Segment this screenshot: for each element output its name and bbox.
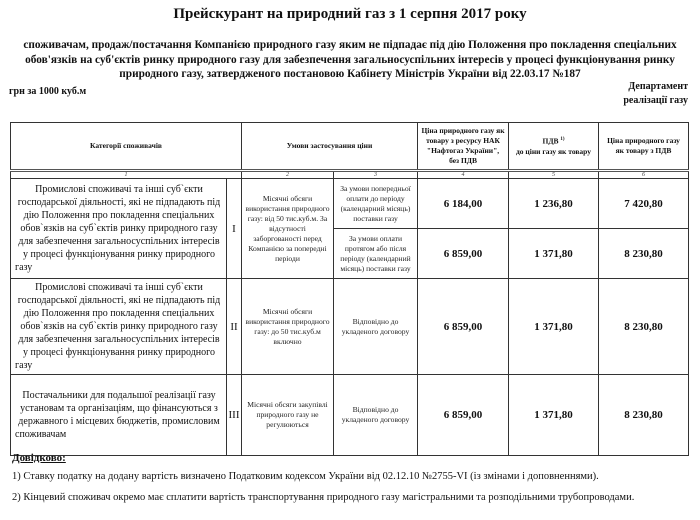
category-cell: Промислові споживачі та інші суб`єкти господарської діяльності, які не підпадають під дію Положення про покладення спеціальних обов`язків на суб`єктів ринку природного газу для забезпечення загальносуспільних інтересів у процесі функціонування ринку природного газу	[11, 179, 227, 279]
notes-section	[12, 452, 634, 513]
vat-amount: 1 371,80	[509, 229, 599, 279]
column-number: 6	[599, 171, 689, 179]
department-line-2: реалізації газу	[623, 95, 688, 106]
note-item: 2) Кінцевий споживач окремо має сплатити вартість транспортування природного газу магістральними та розподільними трубопроводами.	[12, 492, 635, 503]
group-number: III	[227, 375, 242, 456]
price-no-vat: 6 184,00	[418, 179, 509, 229]
volume-condition: Місячні обсяги використання природного газу: до 50 тис.куб.м включно	[242, 279, 334, 375]
volume-condition: Місячні обсяги закупівлі природного газу не регулюються	[242, 375, 334, 456]
group-number: II	[227, 279, 242, 375]
price-no-vat: 6 859,00	[418, 279, 509, 375]
group-number: I	[227, 179, 242, 279]
table-row	[11, 279, 689, 375]
department-label	[623, 80, 688, 108]
header-vat	[509, 123, 599, 171]
price-no-vat: 6 859,00	[418, 229, 509, 279]
note-item: 1) Ставку податку на додану вартість визначено Податковим кодексом України від 02.12.10 №2755-VI (із змінами і доповненнями).	[12, 471, 599, 482]
notes-title: Довідково:	[12, 452, 66, 464]
column-number: 4	[418, 171, 509, 179]
vat-amount: 1 371,80	[509, 375, 599, 456]
payment-condition: За умови попередньої оплати до періоду (календарний місяць) поставки газу	[334, 179, 418, 229]
column-number: 2	[242, 171, 334, 179]
price-with-vat: 8 230,80	[599, 279, 689, 375]
column-number-row	[11, 171, 689, 179]
price-no-vat: 6 859,00	[418, 375, 509, 456]
header-price-no-vat: Ціна природного газу як товару з ресурсу НАК "Нафтогаз України", без ПДВ	[418, 123, 509, 171]
payment-condition: Відповідно до укладеного договору	[334, 279, 418, 375]
volume-condition: Місячні обсяги використання природного газу: від 50 тис.куб.м. За відсутності заборгованості перед Компанією за попередні періоди	[242, 179, 334, 279]
vat-label: ПДВ	[542, 136, 559, 146]
vat-footnote-mark: 1)	[560, 137, 565, 143]
price-with-vat: 7 420,80	[599, 179, 689, 229]
category-cell: Постачальники для подальшої реалізації газу установам та організаціям, що фінансуються з державного і місцевих бюджетів, промисловим споживачам	[11, 375, 227, 456]
column-number: 3	[334, 171, 418, 179]
price-with-vat: 8 230,80	[599, 375, 689, 456]
price-table	[10, 122, 689, 456]
category-cell: Промислові споживачі та інші суб`єкти господарської діяльності, які не підпадають під дію Положення про покладення спеціальних обов`язків на суб`єктів ринку природного газу для забезпечення загальносуспільних інтересів у процесі функціонування ринку природного газу	[11, 279, 227, 375]
price-with-vat: 8 230,80	[599, 229, 689, 279]
document-title: Прейскурант на природний газ з 1 серпня 2017 року	[173, 6, 527, 22]
header-category: Категорії споживачів	[11, 123, 242, 171]
department-line-1: Департамент	[628, 81, 688, 92]
payment-condition: Відповідно до укладеного договору	[334, 375, 418, 456]
header-price-with-vat: Ціна природного газу як товару з ПДВ	[599, 123, 689, 171]
document-subtitle: споживачам, продаж/постачання Компанією природного газу яким не підпадає під дію Положення про покладення спеціальних обов'язків на суб'єктів ринку природного газу для забезпечення загальносуспільних інтересів у процесі функціонування ринку природного газу, затвердженого постановою Кабінету Міністрів України від 22.03.17 №187	[23, 39, 677, 80]
vat-amount: 1 371,80	[509, 279, 599, 375]
units-label: грн за 1000 куб.м	[9, 86, 87, 97]
vat-amount: 1 236,80	[509, 179, 599, 229]
column-number: 5	[509, 171, 599, 179]
vat-sublabel: до ціни газу як товару	[516, 146, 592, 156]
payment-condition: За умови оплати протягом або після періоду (календарний місяць) поставки газу	[334, 229, 418, 279]
table-header-row	[11, 123, 689, 171]
header-conditions: Умови застосування ціни	[242, 123, 418, 171]
column-number: 1	[11, 171, 242, 179]
table-row	[11, 179, 689, 229]
table-row	[11, 375, 689, 456]
